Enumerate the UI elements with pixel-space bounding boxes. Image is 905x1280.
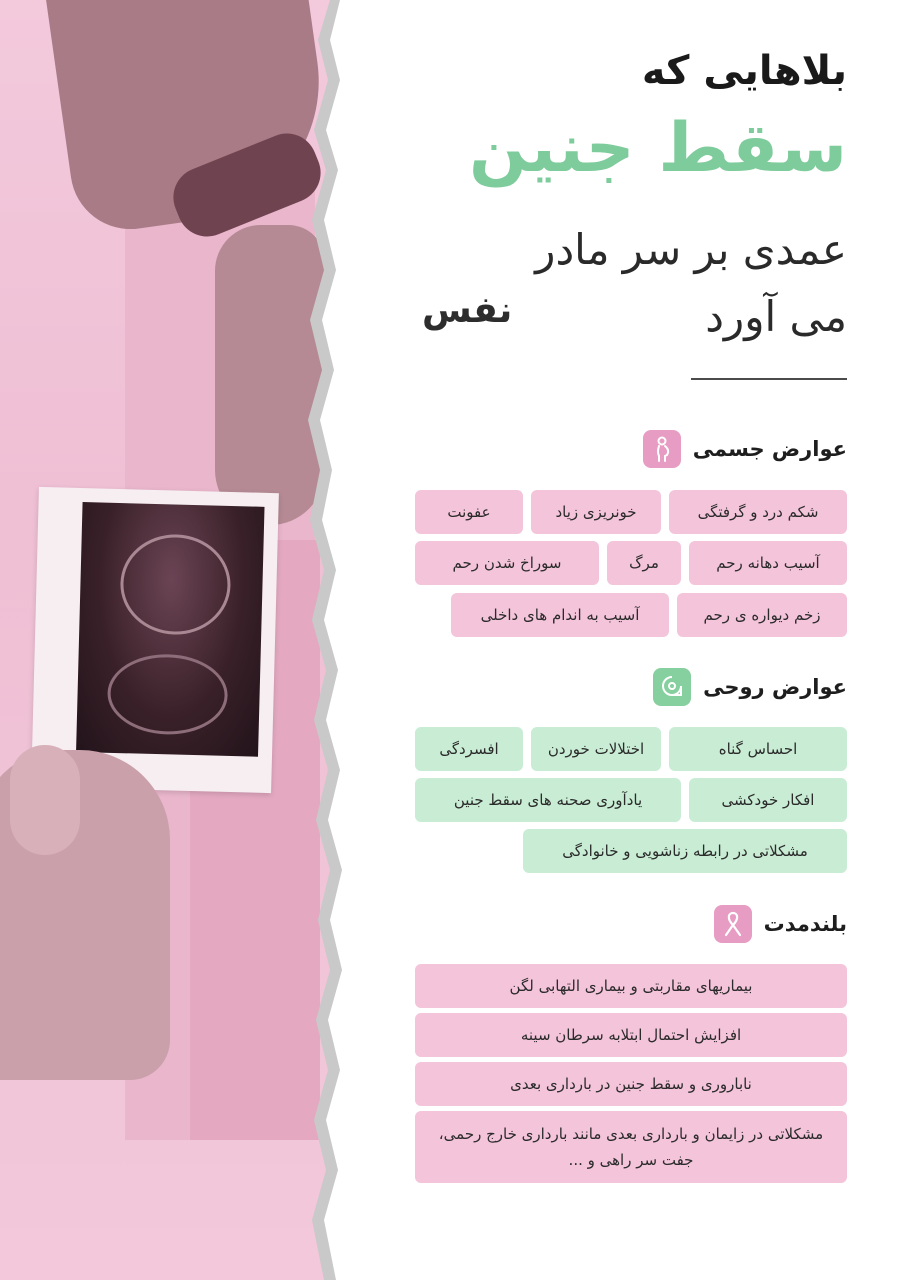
- mental-item: افسردگی: [415, 727, 523, 771]
- longterm-item: مشکلاتی در زایمان و بارداری بعدی مانند بارداری خارج رحمی، جفت سر راهی و ...: [415, 1111, 847, 1183]
- scan-body-outline: [107, 653, 229, 736]
- mental-item: اختلالات خوردن: [531, 727, 661, 771]
- headline-line-2: سقط جنین: [468, 109, 847, 188]
- physical-item: مرگ: [607, 541, 681, 585]
- longterm-item: افزایش احتمال ابتلابه سرطان سینه: [415, 1013, 847, 1057]
- longterm-item: ناباروری و سقط جنین در بارداری بعدی: [415, 1062, 847, 1106]
- mental-section-header: [653, 668, 847, 706]
- ultrasound-print: [31, 487, 279, 793]
- torn-paper-edge: [300, 0, 360, 1280]
- physical-item: آسیب دهانه رحم: [689, 541, 847, 585]
- mental-item: افکار خودکشی: [689, 778, 847, 822]
- ultrasound-scan-image: [76, 502, 264, 757]
- brand-logo: نفس: [422, 290, 513, 331]
- head-brain-icon: [653, 668, 691, 706]
- thumb: [10, 745, 80, 855]
- headline-line-4: می آورد: [705, 292, 847, 341]
- physical-section-header: [643, 430, 847, 468]
- physical-item: عفونت: [415, 490, 523, 534]
- pregnant-woman-icon: [643, 430, 681, 468]
- mental-item: مشکلاتی در رابطه زناشویی و خانوادگی: [523, 829, 847, 873]
- mental-section-title: عوارض روحی: [703, 675, 847, 699]
- longterm-item: بیماریهای مقاربتی و بیماری التهابی لگن: [415, 964, 847, 1008]
- mental-item: احساس گناه: [669, 727, 847, 771]
- headline-line-1: بلاهایی که: [641, 48, 847, 94]
- scan-head-outline: [119, 533, 232, 636]
- content-panel: [360, 0, 905, 1280]
- physical-item: سوراخ شدن رحم: [415, 541, 599, 585]
- physical-item: شکم درد و گرفتگی: [669, 490, 847, 534]
- physical-item: آسیب به اندام های داخلی: [451, 593, 669, 637]
- physical-item: خونریزی زیاد: [531, 490, 661, 534]
- physical-section-title: عوارض جسمی: [692, 437, 847, 461]
- headline-line-3: عمدی بر سر مادر: [535, 225, 847, 274]
- mental-item: یادآوری صحنه های سقط جنین: [415, 778, 681, 822]
- physical-item: زخم دیواره ی رحم: [677, 593, 847, 637]
- longterm-section-header: [714, 905, 847, 943]
- title-divider: [691, 378, 847, 380]
- awareness-ribbon-icon: [714, 905, 752, 943]
- hands-holding-ultrasound-photo: [0, 0, 345, 1280]
- longterm-section-title: بلندمدت: [763, 912, 847, 936]
